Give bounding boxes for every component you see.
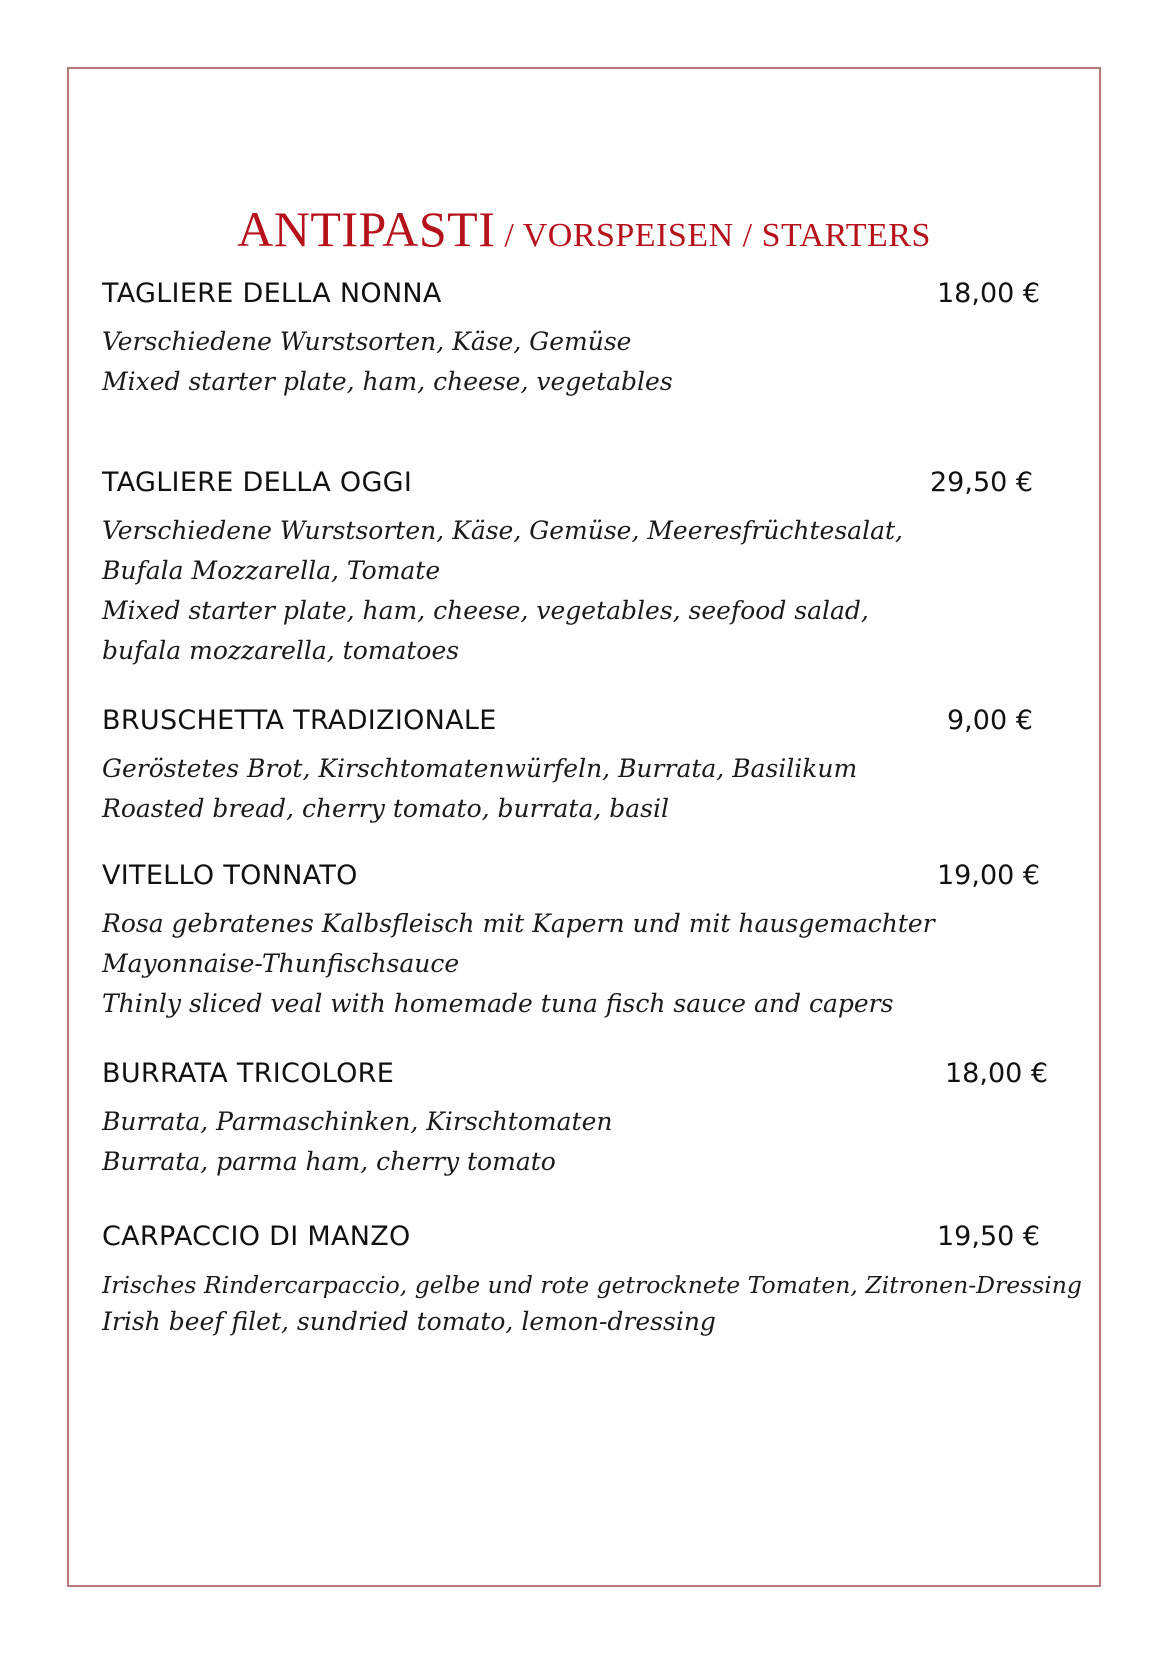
item-description-en: Burrata, parma ham, cherry tomato [102, 1147, 556, 1176]
item-description-en: Roasted bread, cherry tomato, burrata, basil [102, 794, 670, 823]
menu-item [102, 1058, 1062, 1182]
item-description-en: Mixed starter plate, ham, cheese, vegetables [102, 367, 673, 396]
menu-item [102, 1221, 1082, 1339]
item-description-en: Irish beef filet, sundried tomato, lemon-dressing [102, 1307, 716, 1336]
item-description-de: Burrata, Parmaschinken, Kirschtomaten [102, 1107, 613, 1136]
item-description-en: Thinly sliced veal with homemade tuna fisch sauce and capers [102, 989, 894, 1018]
item-name: TAGLIERE DELLA NONNA [102, 278, 442, 309]
item-description-de: Mayonnaise-Thunfischsauce [102, 949, 460, 978]
item-description-de: Rosa gebratenes Kalbsfleisch mit Kapern und mit hausgemachter [102, 909, 935, 938]
menu-item [102, 467, 1062, 671]
item-description-de: Irisches Rindercarpaccio, gelbe und rote getrocknete Tomaten, Zitronen-Dressing [102, 1271, 1082, 1299]
item-description-de: Geröstetes Brot, Kirschtomatenwürfeln, Burrata, Basilikum [102, 754, 858, 783]
item-description-de: Verschiedene Wurstsorten, Käse, Gemüse [102, 327, 632, 356]
item-name: VITELLO TONNATO [102, 860, 358, 891]
item-name: CARPACCIO DI MANZO [102, 1221, 411, 1252]
item-name: BURRATA TRICOLORE [102, 1058, 395, 1089]
item-description-de: Verschiedene Wurstsorten, Käse, Gemüse, Meeresfrüchtesalat, [102, 516, 903, 545]
item-price: 19,50 € [937, 1221, 1041, 1252]
item-price: 18,00 € [937, 278, 1041, 309]
item-name: TAGLIERE DELLA OGGI [102, 467, 413, 498]
menu-item [102, 278, 1062, 402]
item-price: 29,50 € [930, 467, 1034, 498]
menu-heading [67, 200, 1101, 258]
menu-item [102, 705, 1062, 829]
item-price: 9,00 € [947, 705, 1033, 736]
item-price: 19,00 € [937, 860, 1041, 891]
item-description-en: Mixed starter plate, ham, cheese, vegetables, seefood salad, [102, 596, 869, 625]
item-name: BRUSCHETTA TRADIZIONALE [102, 705, 497, 736]
heading-sub: / VORSPEISEN / STARTERS [495, 217, 931, 254]
item-price: 18,00 € [945, 1058, 1049, 1089]
heading-main: ANTIPASTI [237, 201, 496, 257]
menu-item [102, 860, 1062, 1024]
item-description-en: bufala mozzarella, tomatoes [102, 636, 460, 665]
item-description-de: Bufala Mozzarella, Tomate [102, 556, 441, 585]
